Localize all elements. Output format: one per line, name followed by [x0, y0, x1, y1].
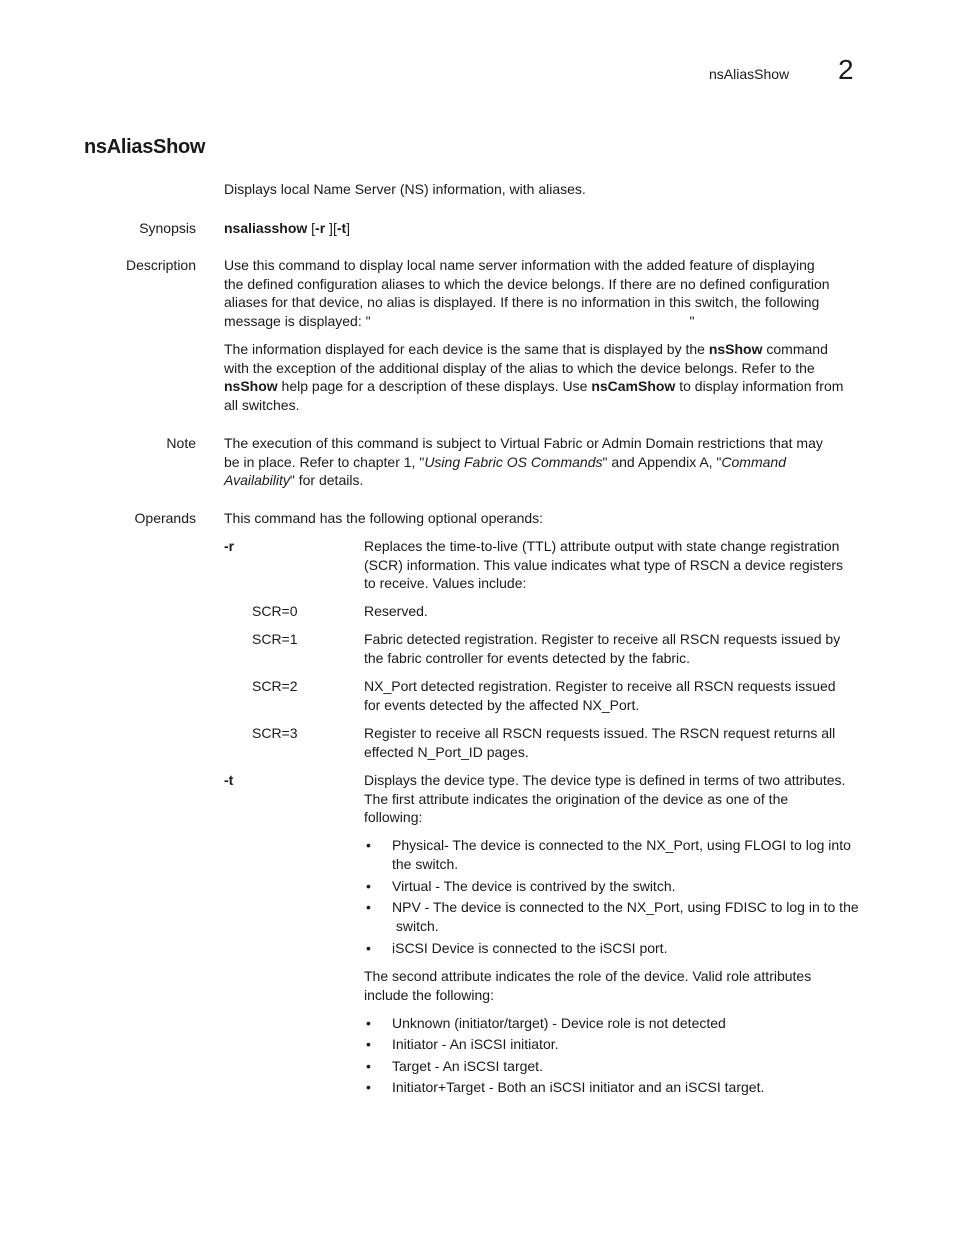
- list-item-line: Physical- The device is connected to the NX_Port, using FLOGI to log into: [392, 837, 851, 853]
- chapter-reference: Using Fabric OS Commands: [424, 453, 603, 470]
- operand-line: Displays the device type. The device type is defined in terms of two attributes.: [364, 772, 846, 788]
- synopsis-bracket-2: ][: [325, 220, 337, 236]
- list-item-line: switch.: [392, 917, 439, 934]
- bullet-glyph: •: [366, 940, 371, 956]
- list-item: [392, 898, 874, 935]
- scr-line: Reserved.: [364, 603, 428, 619]
- text-span: to display information from: [675, 378, 844, 394]
- bullet-glyph: •: [366, 878, 371, 894]
- running-header-title: nsAliasShow: [709, 66, 790, 82]
- scr-value-name: SCR=0: [252, 603, 298, 619]
- list-item: Target - An iSCSI target.: [392, 1058, 543, 1074]
- bullet-glyph: •: [366, 1058, 371, 1074]
- appendix-reference: Availability: [224, 472, 290, 488]
- description-line: all switches.: [224, 396, 300, 413]
- description-paragraph-1: [224, 256, 874, 330]
- synopsis-command: nsaliasshow: [224, 220, 308, 236]
- list-item: [392, 877, 874, 896]
- scr-value-description: [364, 724, 874, 761]
- note-text: [224, 434, 874, 490]
- note-line: The execution of this command is subject to Virtual Fabric or Admin Domain restrictions that may: [224, 435, 823, 451]
- note-label: Note: [166, 435, 196, 451]
- operand-line: to receive. Values include:: [364, 575, 527, 591]
- command-nsshow: nsShow: [708, 341, 763, 357]
- scr-value-description: [364, 630, 874, 667]
- text-span: help page for a description of these displays. Use: [277, 378, 592, 394]
- list-item: [392, 836, 874, 873]
- bullet-glyph: •: [366, 1079, 371, 1095]
- list-item-line: Virtual - The device is contrived by the switch.: [392, 878, 676, 894]
- chapter-number: 2: [838, 54, 854, 85]
- bullet-glyph: •: [366, 899, 371, 915]
- operand-line: Replaces the time-to-live (TTL) attribute output with state change registration: [364, 538, 840, 554]
- list-item-line: iSCSI Device is connected to the iSCSI port.: [392, 940, 668, 956]
- command-nscamshow: nsCamShow: [591, 378, 676, 394]
- appendix-reference: Command: [721, 453, 786, 470]
- scr-line: the fabric controller for events detected by the fabric.: [364, 649, 691, 666]
- text-span: command: [762, 341, 828, 357]
- operand-line: (SCR) information. This value indicates what type of RSCN a device registers: [364, 556, 844, 573]
- text-span: " and Appendix A, ": [602, 453, 722, 470]
- role-intro-line: The second attribute indicates the role of the device. Valid role attributes: [364, 968, 812, 984]
- page-title: nsAliasShow: [84, 136, 206, 158]
- operand-t-description: [364, 771, 874, 827]
- synopsis-label: Synopsis: [139, 220, 196, 236]
- operand-line: following:: [364, 809, 423, 825]
- operand-t-name: -t: [224, 772, 234, 788]
- note-line: [224, 471, 874, 490]
- description-line: with the exception of the additional display of the alias to which the device belongs. Refer to the: [224, 359, 815, 376]
- list-item-line: the switch.: [392, 855, 459, 872]
- scr-value-name: SCR=2: [252, 678, 298, 694]
- bullet-glyph: •: [366, 1015, 371, 1031]
- text-span: " for details.: [289, 472, 364, 488]
- scr-line: for events detected by the affected NX_Port.: [364, 696, 640, 713]
- note-line: [224, 453, 874, 472]
- list-item: Initiator+Target - Both an iSCSI initiator and an iSCSI target.: [392, 1079, 765, 1095]
- scr-line: NX_Port detected registration. Register to receive all RSCN requests issued: [364, 678, 836, 694]
- scr-value-name: SCR=3: [252, 725, 298, 741]
- device-type-list: [0, 836, 954, 966]
- description-paragraph-2: [224, 340, 874, 414]
- role-intro-line: include the following:: [364, 986, 494, 1003]
- description-line: message is displayed: " ": [224, 312, 695, 329]
- bullet-glyph: •: [366, 837, 371, 853]
- text-span: The information displayed for each device is the same that is displayed by the: [224, 341, 709, 357]
- operand-line: The first attribute indicates the origination of the device as one of the: [364, 790, 789, 807]
- scr-line: Register to receive all RSCN requests issued. The RSCN request returns all: [364, 725, 836, 741]
- description-line: [224, 377, 874, 396]
- list-item: [392, 939, 874, 958]
- description-line: Use this command to display local name server information with the added feature of displaying: [224, 257, 815, 273]
- synopsis-option-t: -t: [336, 220, 347, 236]
- description-line: the defined configuration aliases to which the device belongs. If there are no defined configuration: [224, 275, 830, 292]
- list-item: Initiator - An iSCSI initiator.: [392, 1036, 559, 1052]
- scr-line: effected N_Port_ID pages.: [364, 743, 529, 760]
- role-list: [0, 1014, 954, 1104]
- scr-line: Fabric detected registration. Register to receive all RSCN requests issued by: [364, 631, 841, 647]
- command-nsshow: nsShow: [224, 378, 278, 394]
- role-intro: [364, 967, 874, 1004]
- operands-label: Operands: [134, 510, 196, 526]
- synopsis-option-r: -r: [315, 220, 326, 236]
- operands-intro: This command has the following optional operands:: [224, 510, 544, 526]
- synopsis-bracket-3: ]: [346, 220, 351, 236]
- scr-value-description: [364, 602, 874, 621]
- bullet-glyph: •: [366, 1036, 371, 1052]
- text-span: be in place. Refer to chapter 1, ": [224, 453, 425, 470]
- list-item-line: NPV - The device is connected to the NX_Port, using FDISC to log in to the: [392, 899, 859, 915]
- description-line: aliases for that device, no alias is displayed. If there is no information in this switch, the following: [224, 294, 820, 310]
- synopsis-text: [224, 219, 874, 238]
- scr-value-description: [364, 677, 874, 714]
- description-label: Description: [125, 257, 196, 273]
- operand-r-name: -r: [224, 538, 235, 554]
- list-item: Unknown (initiator/target) - Device role is not detected: [392, 1015, 726, 1031]
- operand-r-description: [364, 537, 874, 593]
- scr-value-name: SCR=1: [252, 631, 298, 647]
- summary-text: Displays local Name Server (NS) information, with aliases.: [224, 181, 586, 197]
- description-line: [224, 340, 874, 359]
- synopsis-bracket-1: [: [307, 220, 316, 236]
